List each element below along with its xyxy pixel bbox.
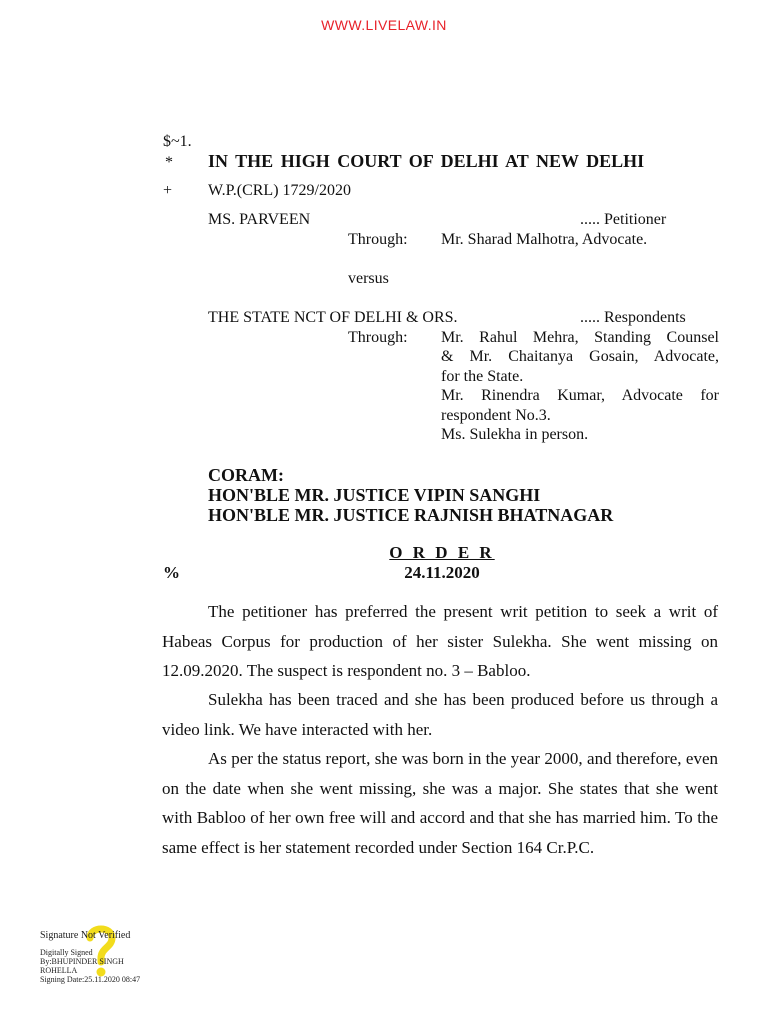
plus-marker: + [163,182,173,199]
order-title: O R D E R [389,543,495,562]
petitioner-through-label: Through: [348,231,408,248]
star-marker: * [165,154,173,171]
livelaw-header-link[interactable]: WWW.LIVELAW.IN [321,17,447,33]
respondent-through-label: Through: [348,329,408,346]
order-paragraph: As per the status report, she was born in the year 2000, and therefore, even on the date when she went missing, she was a major. She states that she went with Babloo of her own free will and accord and that she has married him. To the same effect is her statement recorded under Section 164 Cr.P.C. [162,749,718,857]
respondent-counsel-line: respondent No.3. [441,407,551,424]
court-title: IN THE HIGH COURT OF DELHI AT NEW DELHI [208,151,645,171]
coram-judge: HON'BLE MR. JUSTICE VIPIN SANGHI [208,485,541,505]
respondent-counsel-line: Ms. Sulekha in person. [441,426,589,443]
petitioner-role: ..... Petitioner [580,211,667,228]
respondent-counsel-line: for the State. [441,368,524,385]
respondent-counsel-line: Mr. Rinendra Kumar, Advocate for [441,387,719,404]
order-paragraph: The petitioner has preferred the present writ petition to seek a writ of Habeas Corpus for production of her sister Sulekha. She went missing on 12.09.2020. The suspect is respondent no. 3 – Babloo. [162,602,718,680]
respondent-counsel-line: Mr. Rahul Mehra, Standing Counsel [441,329,719,346]
signature-line: Digitally Signed [40,948,93,957]
signature-line: Signing Date:25.11.2020 08:47 [40,975,141,984]
petitioner-counsel: Mr. Sharad Malhotra, Advocate. [441,231,648,248]
signature-line: By:BHUPINDER SINGH [40,957,124,966]
signature-block [40,930,160,984]
reference-marker: $~1. [163,133,192,150]
order-date: 24.11.2020 [404,563,480,582]
coram-judge: HON'BLE MR. JUSTICE RAJNISH BHATNAGAR [208,505,614,525]
order-paragraph: Sulekha has been traced and she has been produced before us through a video link. We have interacted with her. [162,690,718,739]
respondent-counsel-line: & Mr. Chaitanya Gosain, Advocate, [441,348,719,365]
coram-label: CORAM: [208,465,284,485]
case-number: W.P.(CRL) 1729/2020 [208,182,351,199]
respondent-name: THE STATE NCT OF DELHI & ORS. [208,309,458,326]
signature-status: Signature Not Verified [40,930,131,941]
signature-line: ROHELLA [40,966,78,975]
respondent-role: ..... Respondents [580,309,686,326]
petitioner-name: MS. PARVEEN [208,211,311,228]
percent-marker: % [163,563,180,582]
versus-label: versus [348,270,389,287]
